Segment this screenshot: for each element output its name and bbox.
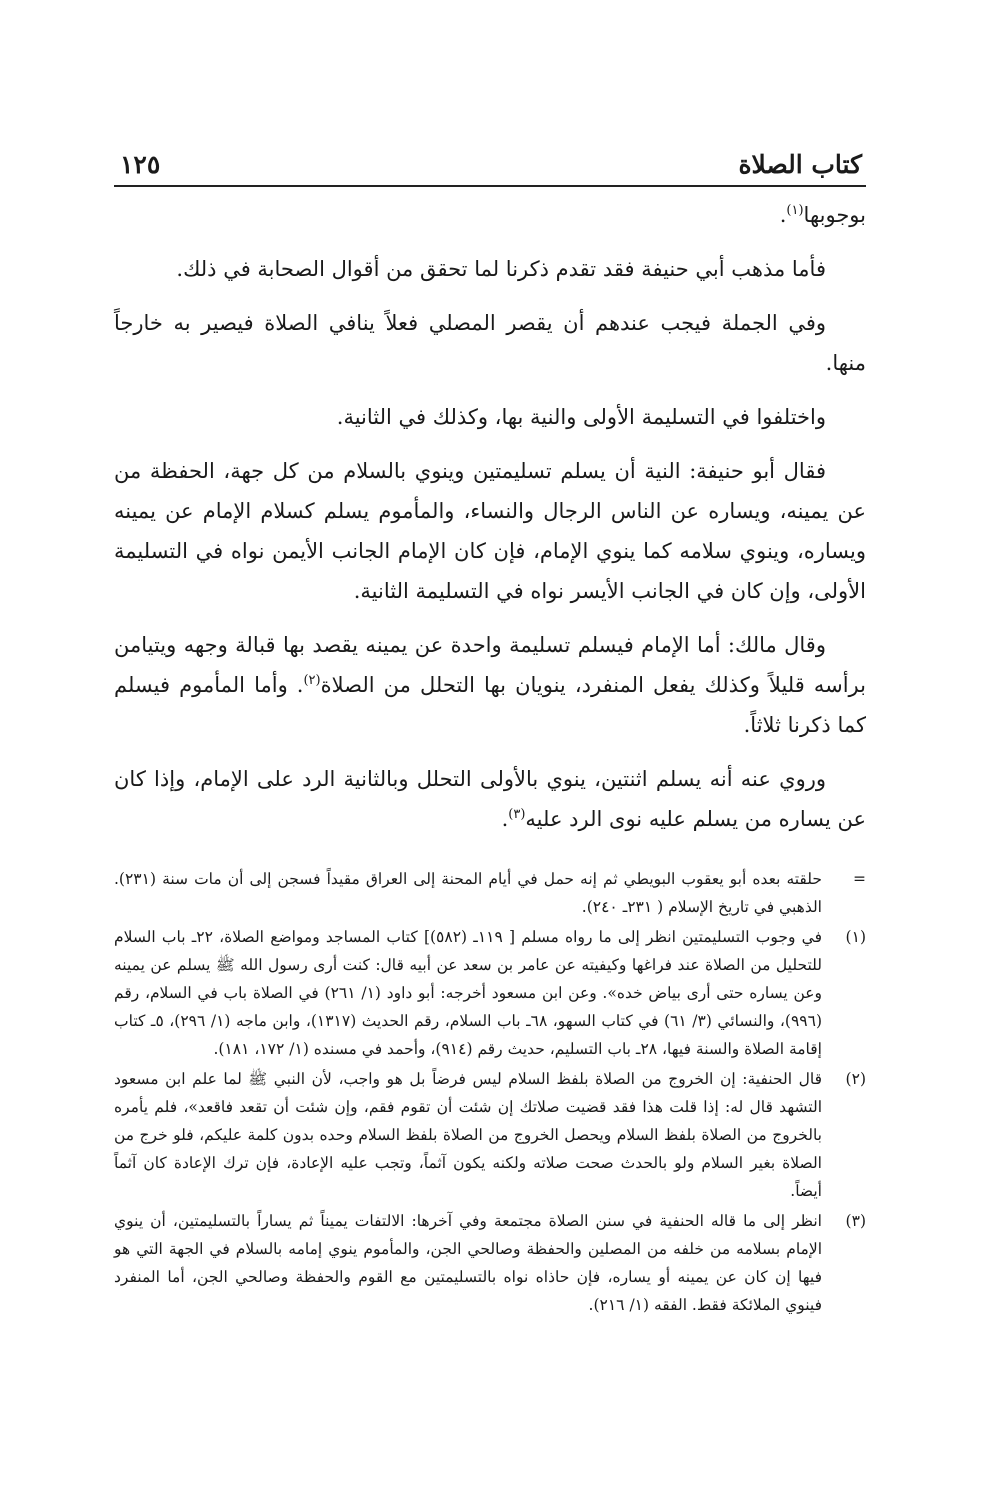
footnote-mark: =: [853, 870, 866, 888]
footnote-mark: (١): [845, 928, 866, 946]
footnote-text: في وجوب التسليمتين انظر إلى ما رواه مسلم [ ١١٩ـ (٥٨٢)] كتاب المساجد ومواضع الصلاة، ٢٢ـ باب السلام للتحليل من الصلاة عند فراغها وكيفيته عن عامر بن سعد عن أبيه قال: كنت أرى رسول الله ﷺ يسلم عن يمينه وعن يساره حتى أرى بياض خده». وعن ابن مسعود أخرجه: أبو داود (١/ ٢٦١) في الصلاة باب في السلام، رقم (٩٩٦)، والنسائي (٣/ ٦١) في كتاب السهو، ٦٨ـ باب السلام، رقم الحديث (١٣١٧)، وابن ماجه (١/ ٢٩٦)، ٥ـ كتاب إقامة الصلاة والسنة فيها، ٢٨ـ باب التسليم، حديث رقم (٩١٤)، وأحمد في مسنده (١/ ١٧٢، ١٨١).: [114, 928, 822, 1058]
book-page: [114, 150, 866, 1321]
paragraph: فقال أبو حنيفة: النية أن يسلم تسليمتين وينوي بالسلام من كل جهة، الحفظة من عن يمينه، ويساره عن الناس الرجال والنساء، والمأموم يسلم كسلام الإمام عن يمينه ويساره، وينوي سلامه كما ينوي الإمام، فإن كان الإمام الجانب الأيمن نواه في التسليمة الأولى، وإن كان في الجانب الأيسر نواه في التسليمة الثانية.: [114, 459, 867, 603]
paragraph: وروي عنه أنه يسلم اثنتين، ينوي بالأولى التحلل وبالثانية الرد على الإمام، وإذا كان عن يساره من يسلم عليه نوى الرد عليه$^{(٣)}$.: [114, 767, 866, 831]
footnote-text: حلقته بعده أبو يعقوب البويطي ثم إنه حمل في أيام المحنة إلى العراق مقيداً فسجن إلى أن مات سنة (٢٣١). الذهبي في تاريخ الإسلام ( ٢٣١ـ ٢٤٠).: [114, 870, 822, 916]
paragraph: واختلفوا في التسليمة الأولى والنية بها، وكذلك في الثانية.: [336, 405, 826, 429]
footnote-ref: (٣): [508, 807, 526, 822]
footnote-mark: (٣): [845, 1212, 866, 1230]
footnote-text: انظر إلى ما قاله الحنفية في سنن الصلاة مجتمعة وفي آخرها: الالتفات يميناً ثم يساراً بالتسليمتين، أن ينوي الإمام بسلامه من خلفه من المصلين والحفظة وصالحي الجن، والمأموم ينوي إمامه بالسلام في الجهة التي هو فيها إن كان عن يمينه أو يساره، فإن حاذاه نواه بالتسليمتين مع القوم والحفظة وصالحي الجن، أما المنفرد فينوي الملائكة فقط. الفقه (١/ ٢١٦).: [114, 1212, 822, 1314]
paragraph: وفي الجملة فيجب عندهم أن يقصر المصلي فعلاً ينافي الصلاة فيصير به خارجاً منها.: [114, 311, 866, 375]
footnote-ref: (٢): [303, 673, 321, 688]
footnote-text: قال الحنفية: إن الخروج من الصلاة بلفظ السلام ليس فرضاً بل هو واجب، لأن النبي ﷺ لما علم ابن مسعود التشهد قال له: إذا قلت هذا فقد قضيت صلاتك إن شئت أن تقوم فقم، وإن شئت أن تقعد فاقعد»، فلم يأمره بالخروج من الصلاة بلفظ السلام ويحصل الخروج من الصلاة بلفظ السلام وحده بدون كلمة عليكم، فلو خرج من الصلاة بغير السلام ولو بالحدث صحت صلاته ولكنه يكون آثماً، وتجب عليه الإعادة، فإن ترك الإعادة كان آثماً أيضاً.: [114, 1070, 822, 1200]
footnote: [114, 1207, 866, 1319]
footnote: [114, 923, 866, 1063]
main-text: [114, 187, 866, 839]
running-header: [114, 150, 866, 187]
paragraph: وقال مالك: أما الإمام فيسلم تسليمة واحدة عن يمينه يقصد بها قبالة وجهه ويتيامن برأسه قليلاً وكذلك يفعل المنفرد، ينويان بها التحلل من الصلاة$^{(٢)}$. وأما المأموم فيسلم كما ذكرنا ثلاثاً.: [114, 633, 866, 737]
page-number: ١٢٥: [120, 150, 161, 179]
footnote-ref: (١): [786, 203, 804, 218]
footnote: [114, 865, 866, 921]
paragraph: بوجوبها$^{(١)}$.: [779, 203, 866, 227]
paragraph: فأما مذهب أبي حنيفة فقد تقدم ذكرنا لما تحقق من أقوال الصحابة في ذلك.: [176, 257, 826, 281]
footnote-mark: (٢): [845, 1070, 866, 1088]
chapter-title: كتاب الصلاة: [738, 150, 862, 179]
footnote: [114, 1065, 866, 1205]
footnotes: [114, 865, 866, 1319]
